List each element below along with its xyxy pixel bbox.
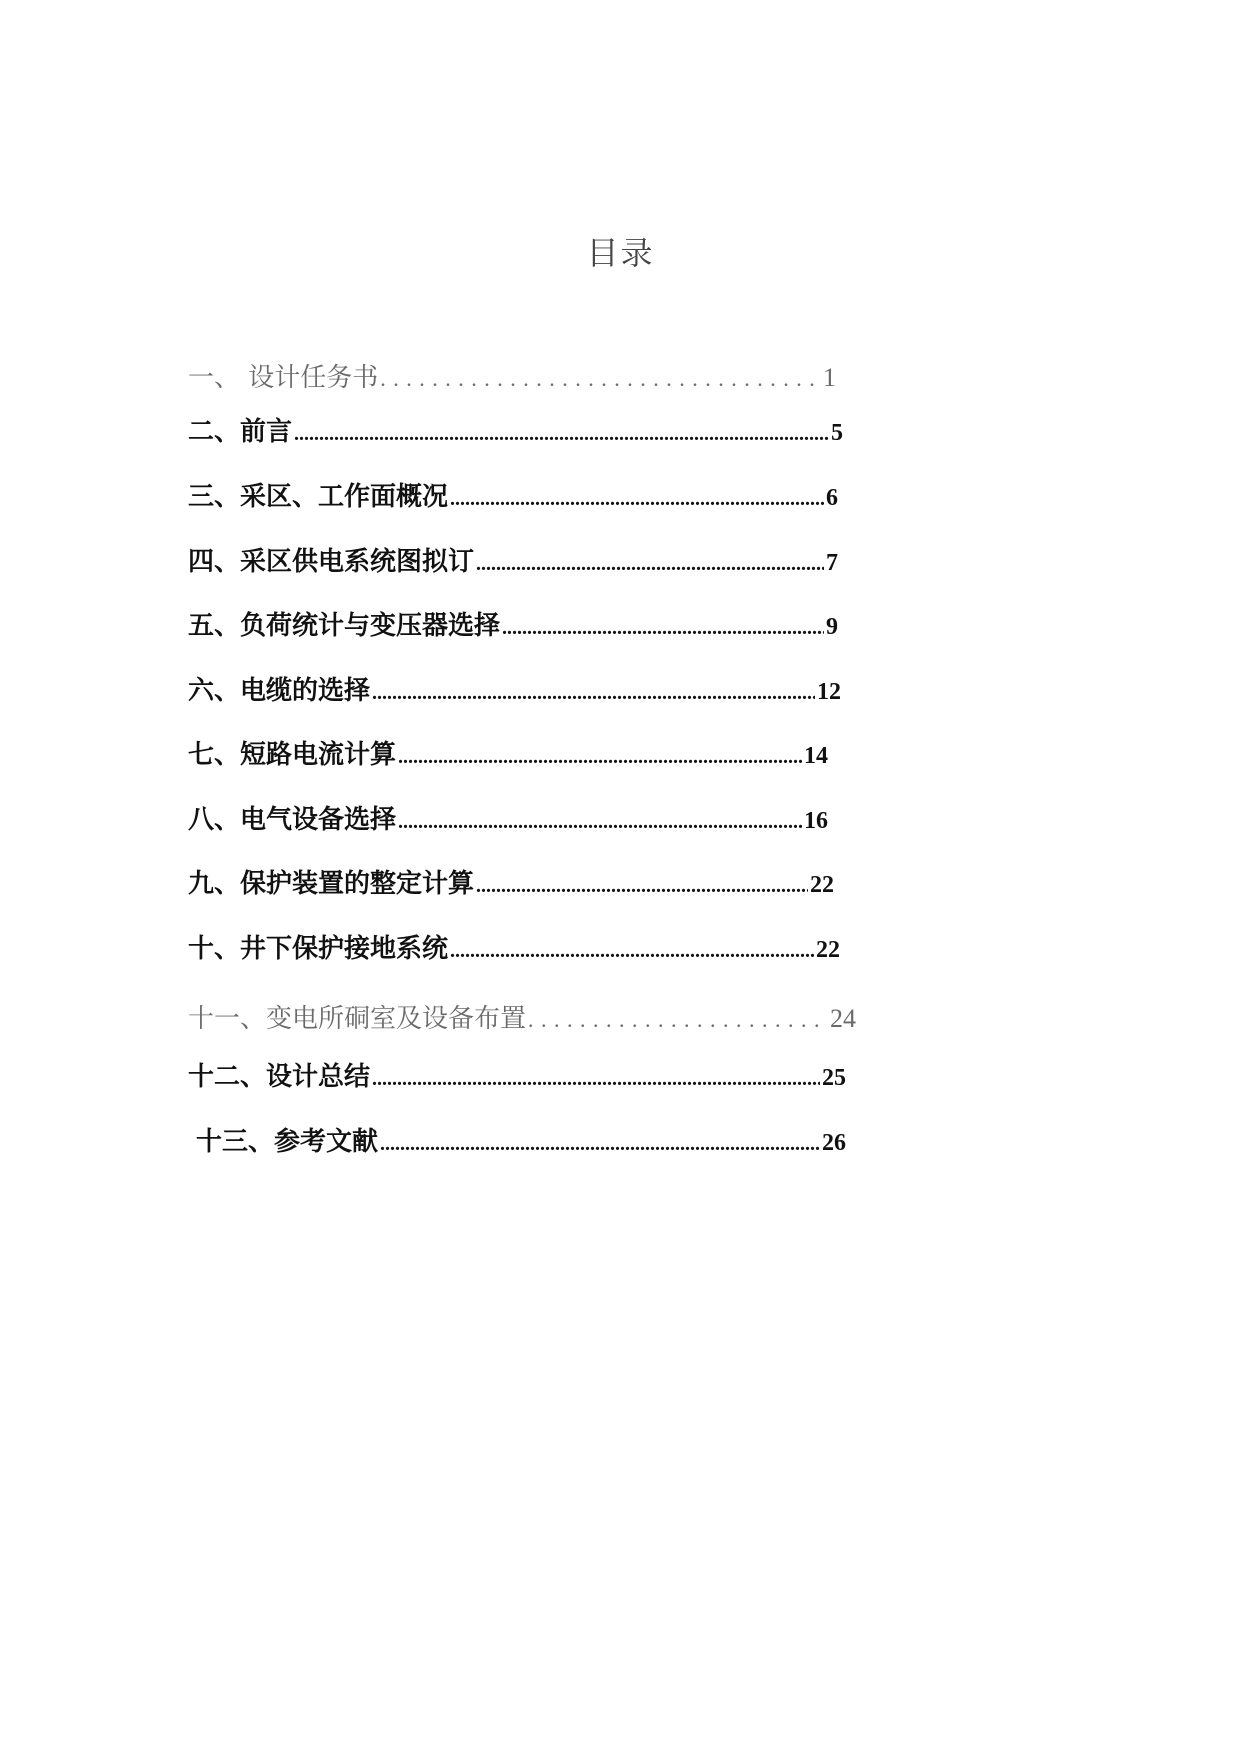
toc-leader-dots <box>528 1001 828 1037</box>
toc-entry-page: 22 <box>810 872 834 898</box>
toc-entry-page: 22 <box>816 937 840 963</box>
toc-entry-page: 9 <box>826 614 838 640</box>
toc-entry-label: 八、电气设备选择 <box>188 805 397 835</box>
toc-entry-page: 24 <box>830 1004 856 1033</box>
toc-entry-label: 一、 设计任务书 <box>188 363 379 393</box>
toc-entry-label: 九、保护装置的整定计算 <box>188 869 475 899</box>
toc-entry[interactable] <box>196 1124 846 1160</box>
toc-entry-label: 七、短路电流计算 <box>188 740 397 770</box>
toc-entry-label: 十二、设计总结 <box>188 1062 371 1092</box>
toc-leader-dots <box>476 866 808 902</box>
toc-entry[interactable] <box>188 414 843 450</box>
toc-entry-page: 14 <box>804 743 828 769</box>
toc-entry[interactable] <box>188 360 836 396</box>
toc-entry-label: 五、负荷统计与变压器选择 <box>188 611 501 641</box>
toc-leader-dots <box>372 673 815 709</box>
toc-entry[interactable] <box>188 544 838 580</box>
toc-entry-page: 6 <box>826 485 838 511</box>
toc-entry-label: 十一、变电所硐室及设备布置 <box>188 1004 527 1034</box>
toc-entry[interactable] <box>188 931 840 967</box>
toc-entry-page: 16 <box>804 808 828 834</box>
toc-entry[interactable] <box>188 608 838 644</box>
toc-entry-page: 7 <box>826 550 838 576</box>
toc-entry-page: 25 <box>822 1065 846 1091</box>
toc-entry-label: 十三、参考文献 <box>196 1127 379 1157</box>
toc-entry-label: 六、电缆的选择 <box>188 676 371 706</box>
toc-leader-dots <box>502 608 824 644</box>
toc-leader-dots <box>398 802 802 838</box>
toc-leader-dots <box>398 737 802 773</box>
toc-entry-label: 四、采区供电系统图拟订 <box>188 547 475 577</box>
toc-leader-dots <box>380 1124 820 1160</box>
toc-leader-dots <box>372 1059 820 1095</box>
toc-entry[interactable] <box>188 1001 856 1037</box>
toc-entry-page: 1 <box>823 363 836 392</box>
toc-entry[interactable] <box>188 1059 846 1095</box>
toc-leader-dots <box>450 931 814 967</box>
toc-entry[interactable] <box>188 673 841 709</box>
toc-entry[interactable] <box>188 737 828 773</box>
toc-leader-dots <box>380 360 821 396</box>
toc-entry[interactable] <box>188 802 828 838</box>
toc-entry-page: 26 <box>822 1130 846 1156</box>
toc-entry-page: 5 <box>831 420 843 446</box>
page-title: 目录 <box>586 234 655 272</box>
toc-entry-page: 12 <box>817 679 841 705</box>
toc-leader-dots <box>450 479 824 515</box>
toc-entry[interactable] <box>188 479 838 515</box>
toc-entry-label: 十、井下保护接地系统 <box>188 934 449 964</box>
toc-entry-label: 三、采区、工作面概况 <box>188 482 449 512</box>
toc-leader-dots <box>476 544 824 580</box>
toc-leader-dots <box>294 414 829 450</box>
toc-entry-label: 二、前言 <box>188 417 293 447</box>
toc-entry[interactable] <box>188 866 834 902</box>
